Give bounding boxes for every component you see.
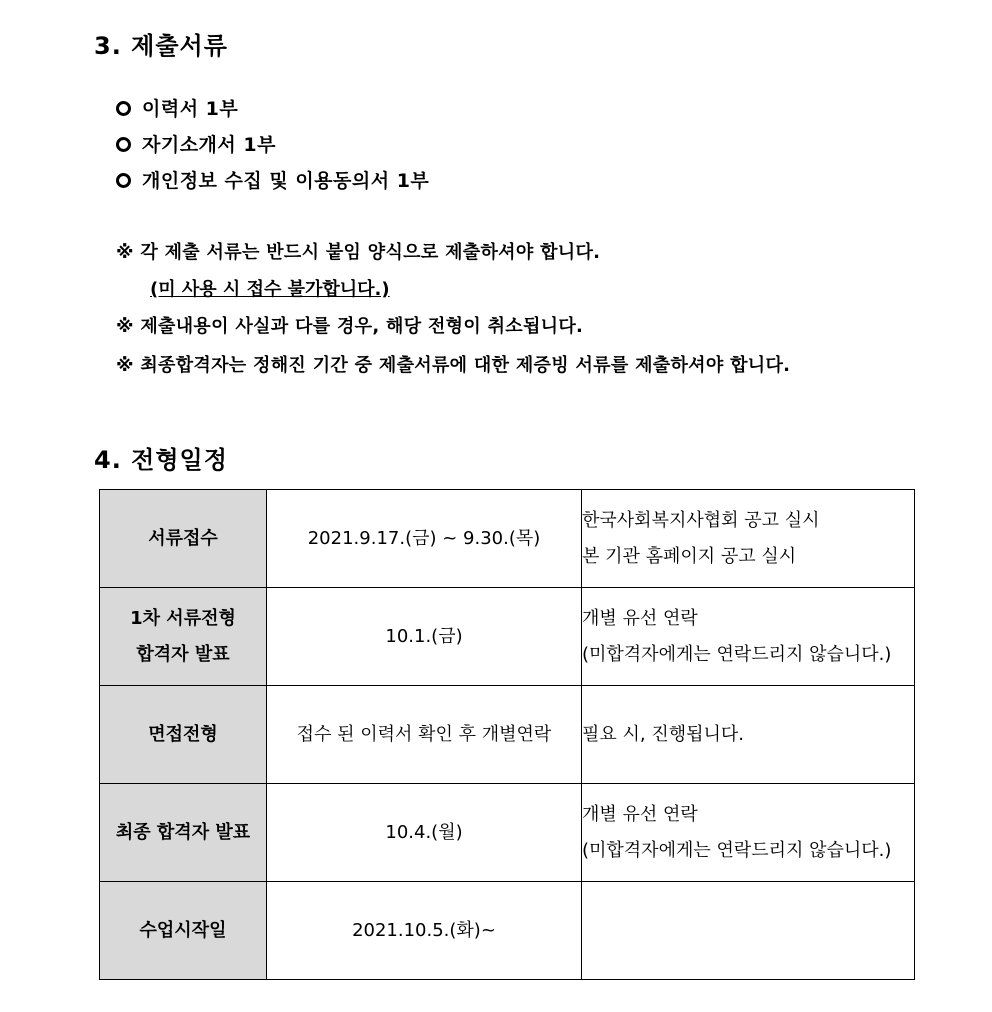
remarks-cell [582, 784, 915, 882]
remarks-cell [582, 588, 915, 686]
document-label: 이력서 1부 [142, 98, 239, 120]
remarks-text: 한국사회복지사협회 공고 실시 [582, 509, 820, 531]
circle-bullet-icon [116, 137, 131, 152]
remarks-text: 본 기관 홈페이지 공고 실시 [582, 545, 797, 567]
schedule-row [100, 784, 915, 882]
stage-text: 최종 합격자 발표 [115, 821, 251, 843]
stage-cell [100, 588, 267, 686]
stage-cell [100, 882, 267, 980]
schedule-table [99, 489, 915, 980]
stage-text: 서류접수 [148, 527, 218, 549]
stage-text: 수업시작일 [139, 919, 227, 941]
stage-text: 합격자 발표 [136, 643, 230, 665]
stage-text: 1차 서류전형 [130, 607, 236, 629]
remarks-text: (미합격자에게는 연락드리지 않습니다.) [582, 839, 892, 861]
note-form-required: ※ 각 제출 서류는 반드시 붙임 양식으로 제출하셔야 합니다. [116, 242, 601, 263]
document-label: 개인정보 수집 및 이용동의서 1부 [142, 170, 430, 192]
remarks-cell [582, 882, 915, 980]
date-text: 10.4.(월) [385, 821, 463, 843]
date-text: 2021.9.17.(금) ~ 9.30.(목) [307, 527, 541, 549]
note-form-required-sub: (미 사용 시 접수 불가합니다.) [150, 279, 390, 300]
date-cell [267, 882, 582, 980]
note-final-proof: ※ 최종합격자는 정해진 기간 중 제출서류에 대한 제증빙 서류를 제출하셔야 합니다. [116, 355, 791, 376]
remarks-text: (미합격자에게는 연락드리지 않습니다.) [582, 643, 892, 665]
remarks-cell [582, 686, 915, 784]
date-cell [267, 490, 582, 588]
date-cell [267, 588, 582, 686]
section-3-title: 3. 제출서류 [94, 32, 228, 60]
circle-bullet-icon [116, 173, 131, 188]
document-label: 자기소개서 1부 [142, 134, 276, 156]
remarks-text: 개별 유선 연락 [582, 803, 698, 825]
date-text: 접수 된 이력서 확인 후 개별연락 [296, 723, 552, 745]
schedule-row [100, 588, 915, 686]
document-item-cover-letter [116, 130, 276, 157]
date-cell [267, 784, 582, 882]
date-cell [267, 686, 582, 784]
stage-cell [100, 490, 267, 588]
remarks-cell [582, 490, 915, 588]
note-false-info: ※ 제출내용이 사실과 다를 경우, 해당 전형이 취소됩니다. [116, 316, 584, 337]
date-text: 2021.10.5.(화)~ [352, 919, 496, 941]
stage-text: 면접전형 [148, 723, 218, 745]
schedule-row [100, 686, 915, 784]
remarks-text: 개별 유선 연락 [582, 607, 698, 629]
stage-cell [100, 686, 267, 784]
schedule-row [100, 882, 915, 980]
section-4-title: 4. 전형일정 [94, 446, 228, 474]
remarks-text: 필요 시, 진행됩니다. [582, 723, 744, 745]
document-item-resume [116, 94, 238, 121]
schedule-row [100, 490, 915, 588]
stage-cell [100, 784, 267, 882]
circle-bullet-icon [116, 101, 131, 116]
date-text: 10.1.(금) [385, 625, 463, 647]
document-item-privacy-consent [116, 166, 429, 193]
